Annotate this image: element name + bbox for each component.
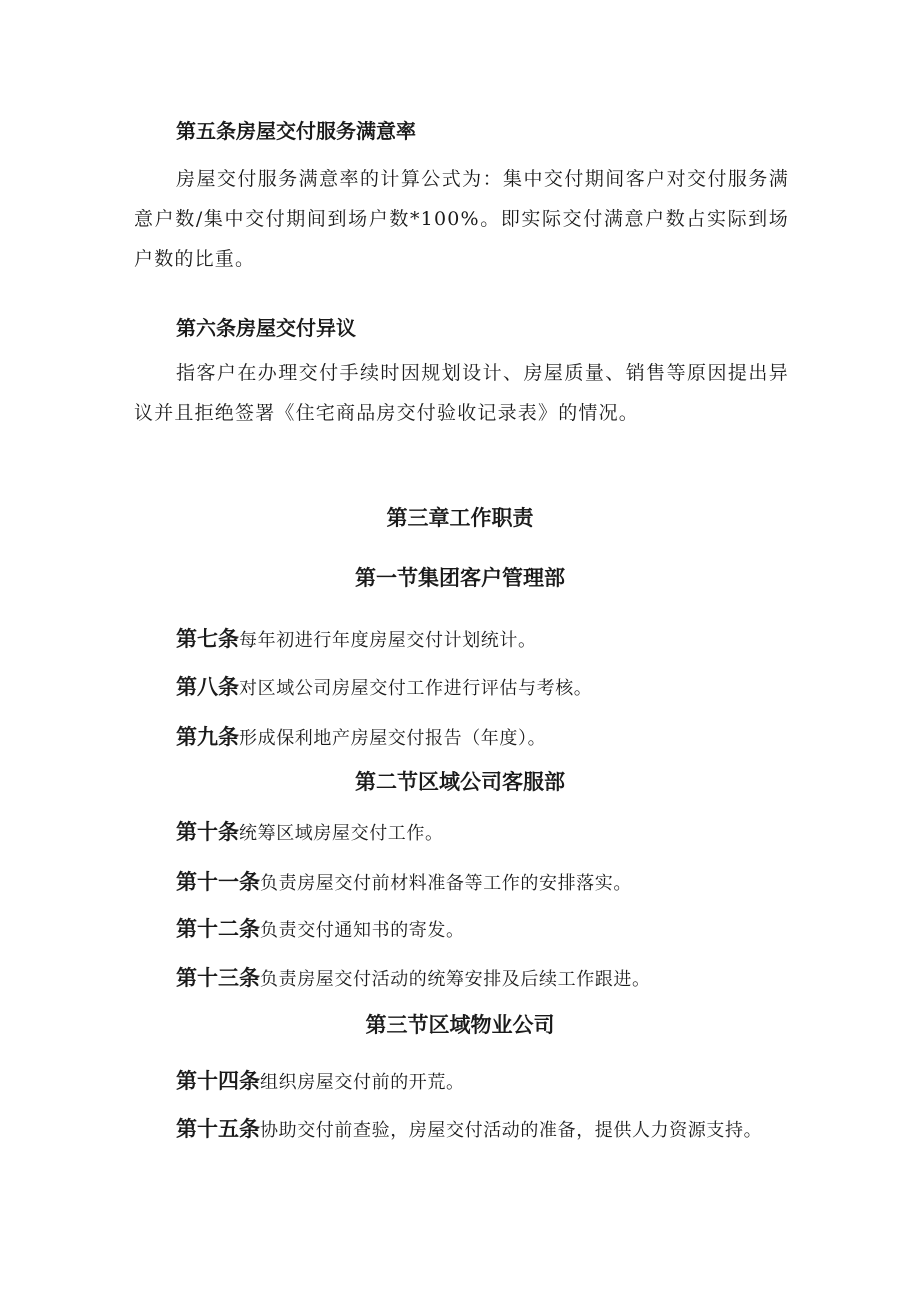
article-12 [134, 912, 784, 948]
article-10 [134, 815, 784, 851]
article-11-text: 负责房屋交付前材料准备等工作的安排落实。 [260, 873, 632, 894]
section-2-title: 第二节区域公司客服部 [355, 770, 565, 794]
article-6-body: 指客户在办理交付手续时因规划设计、房屋质量、销售等原因提出异议并且拒绝签署《住宅商品房交付验收记录表》的情况。 [134, 362, 789, 424]
article-12-text: 负责交付通知书的寄发。 [260, 920, 465, 941]
chapter-title: 第三章工作职责 [386, 506, 534, 530]
article-14-text: 组织房屋交付前的开荒。 [260, 1072, 465, 1093]
article-15-lead: 第十五条 [176, 1117, 260, 1141]
article-9-lead: 第九条 [176, 725, 239, 749]
article-9-text: 形成保利地产房屋交付报告（年度）。 [239, 728, 547, 749]
section-1-title: 第一节集团客户管理部 [355, 566, 565, 590]
article-11 [134, 865, 784, 901]
article-13-text: 负责房屋交付活动的统筹安排及后续工作跟进。 [260, 969, 651, 990]
section-3-title: 第三节区域物业公司 [365, 1013, 555, 1037]
article-12-lead: 第十二条 [176, 917, 260, 941]
article-14 [134, 1064, 784, 1100]
article-15 [134, 1112, 784, 1148]
article-7-lead: 第七条 [176, 627, 239, 651]
article-5-heading: 第五条房屋交付服务满意率 [176, 119, 416, 143]
article-13 [134, 961, 784, 997]
article-13-lead: 第十三条 [176, 966, 260, 990]
article-7 [134, 622, 784, 658]
article-8-lead: 第八条 [176, 675, 239, 699]
article-5-body: 房屋交付服务满意率的计算公式为：集中交付期间客户对交付服务满意户数/集中交付期间到场户数*100%。即实际交付满意户数占实际到场户数的比重。 [134, 168, 789, 270]
article-7-text: 每年初进行年度房屋交付计划统计。 [239, 630, 537, 651]
article-10-text: 统筹区域房屋交付工作。 [239, 823, 444, 844]
article-10-lead: 第十条 [176, 820, 239, 844]
article-8-text: 对区域公司房屋交付工作进行评估与考核。 [239, 678, 593, 699]
article-11-lead: 第十一条 [176, 870, 260, 894]
article-8 [134, 670, 784, 706]
article-14-lead: 第十四条 [176, 1069, 260, 1093]
article-9 [134, 720, 784, 756]
article-15-text: 协助交付前查验，房屋交付活动的准备，提供人力资源支持。 [260, 1120, 763, 1141]
article-6-heading: 第六条房屋交付异议 [176, 316, 356, 340]
